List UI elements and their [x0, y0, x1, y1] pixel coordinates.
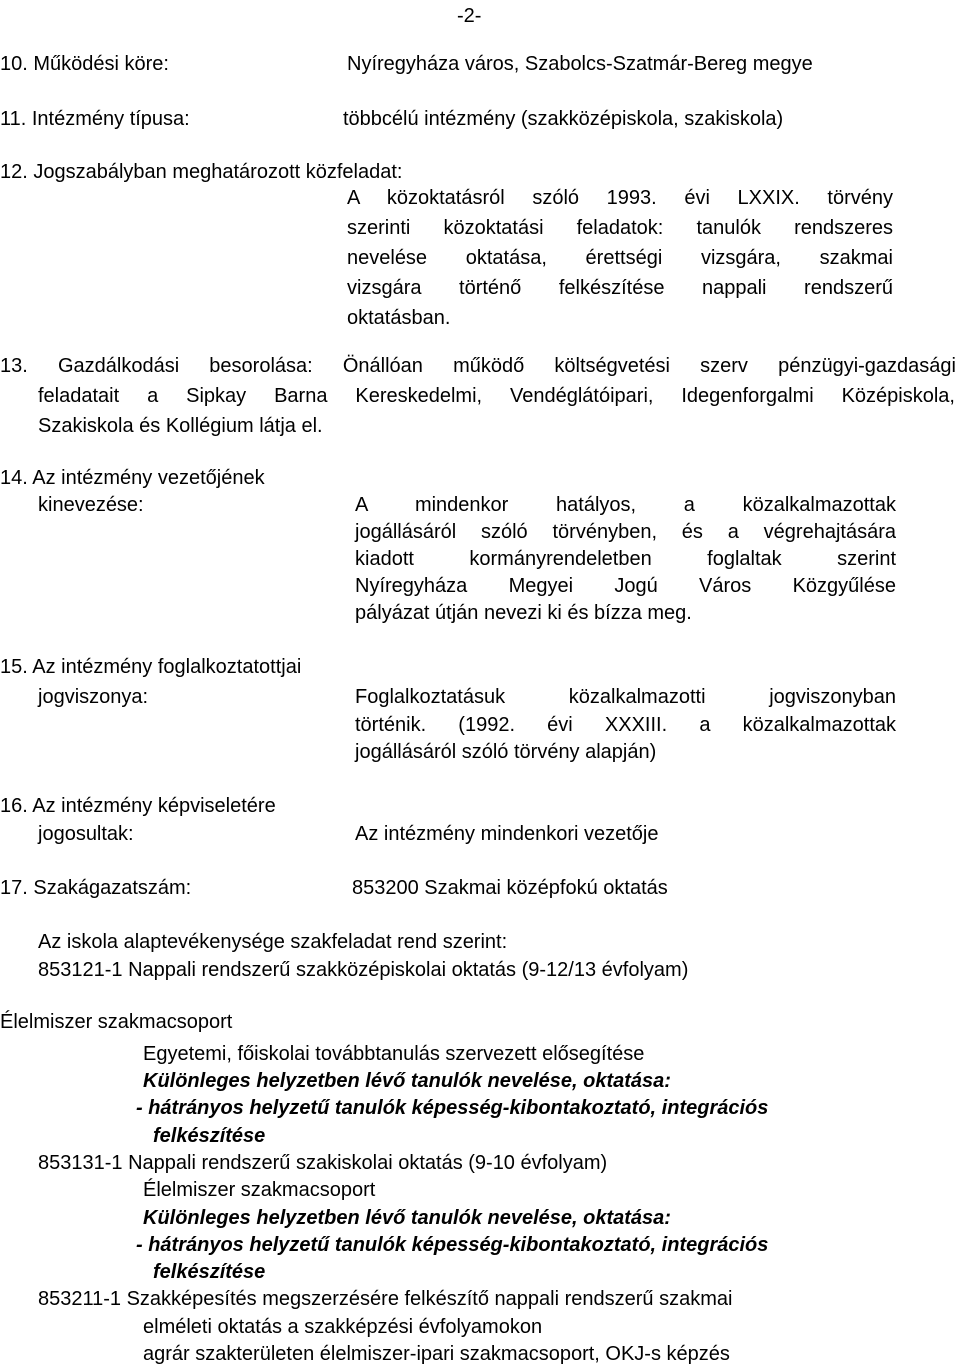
item-16-label: jogosultak: [38, 823, 134, 845]
activity-853131-special-item: felkészítése [153, 1261, 266, 1283]
activity-853131-title: 853131-1 Nappali rendszerű szakiskolai oktatás (9-10 évfolyam) [38, 1152, 608, 1174]
item-16-value: Az intézmény mindenkori vezetője [355, 823, 659, 845]
item-14-line: kiadott kormányrendeletben foglaltak szerint [355, 548, 896, 570]
item-12-line: szerinti közoktatási feladatok: tanulók rendszeres [347, 217, 893, 239]
item-11-label: 11. Intézmény típusa: [0, 108, 190, 130]
item-12-line: oktatásban. [347, 307, 451, 329]
item-15-label: jogviszonya: [38, 686, 149, 708]
item-15-line: Foglalkoztatásuk közalkalmazotti jogviszonyban [355, 686, 896, 708]
activity-853131-group: Élelmiszer szakmacsoport [143, 1179, 376, 1201]
item-14-label: 14. Az intézmény vezetőjének [0, 467, 265, 489]
item-14-line: Nyíregyháza Megyei Jogú Város Közgyűlése [355, 575, 896, 597]
item-10-label: 10. Működési köre: [0, 53, 169, 75]
activity-853131-special: Különleges helyzetben lévő tanulók nevelése, oktatása: [143, 1207, 671, 1229]
activity-853121-title: 853121-1 Nappali rendszerű szakközépiskolai oktatás (9-12/13 évfolyam) [38, 959, 689, 981]
activity-853121-special: Különleges helyzetben lévő tanulók nevelése, oktatása: [143, 1070, 671, 1092]
item-14-line: pályázat útján nevezi ki és bízza meg. [355, 602, 692, 624]
item-12-label: 12. Jogszabályban meghatározott közfeladat: [0, 161, 403, 183]
activity-853121-support: Egyetemi, főiskolai továbbtanulás szervezett elősegítése [143, 1043, 645, 1065]
activity-853211-line: agrár szakterületen élelmiszer-ipari szakmacsoport, OKJ-s képzés [143, 1343, 730, 1365]
item-12-line: nevelése oktatása, érettségi vizsgára, szakmai [347, 247, 893, 269]
item-12-line: vizsgára történő felkészítése nappali rendszerű [347, 277, 893, 299]
item-14-label: kinevezése: [38, 494, 144, 516]
item-15-line: jogállásáról szóló törvény alapján) [355, 741, 657, 763]
activity-853121-group: Élelmiszer szakmacsoport [0, 1011, 233, 1033]
activity-853131-special-item: - hátrányos helyzetű tanulók képesség-kibontakoztató, integrációs [136, 1234, 769, 1256]
activity-853121-special-item: - hátrányos helyzetű tanulók képesség-kibontakoztató, integrációs [136, 1097, 769, 1119]
item-14-line: A mindenkor hatályos, a közalkalmazottak [355, 494, 896, 516]
item-10-value: Nyíregyháza város, Szabolcs-Szatmár-Bereg megye [347, 53, 813, 75]
activity-853211-line: elméleti oktatás a szakképzési évfolyamokon [143, 1316, 543, 1338]
activity-853121-special-item: felkészítése [153, 1125, 266, 1147]
item-12-line: A közoktatásról szóló 1993. évi LXXIX. törvény [347, 187, 893, 209]
item-13-line: feladatait a Sipkay Barna Kereskedelmi, Vendéglátóipari, Idegenforgalmi Középiskola, [38, 385, 955, 407]
activities-intro: Az iskola alaptevékenysége szakfeladat rend szerint: [38, 931, 508, 953]
item-14-line: jogállásáról szóló törvényben, és a végrehajtására [355, 521, 896, 543]
item-17-value: 853200 Szakmai középfokú oktatás [352, 877, 668, 899]
item-11-value: többcélú intézmény (szakközépiskola, szakiskola) [343, 108, 784, 130]
item-13-line: 13. Gazdálkodási besorolása: Önállóan működő költségvetési szerv pénzügyi-gazdasági [0, 355, 956, 377]
item-16-label: 16. Az intézmény képviseletére [0, 795, 276, 817]
item-17-label: 17. Szakágazatszám: [0, 877, 192, 899]
item-15-line: történik. (1992. évi XXXIII. a közalkalmazottak [355, 714, 896, 736]
item-15-label: 15. Az intézmény foglalkoztatottjai [0, 656, 302, 678]
activity-853211-line: 853211-1 Szakképesítés megszerzésére felkészítő nappali rendszerű szakmai [38, 1288, 733, 1310]
item-13-line: Szakiskola és Kollégium látja el. [38, 415, 323, 437]
page-number: -2- [457, 5, 482, 27]
